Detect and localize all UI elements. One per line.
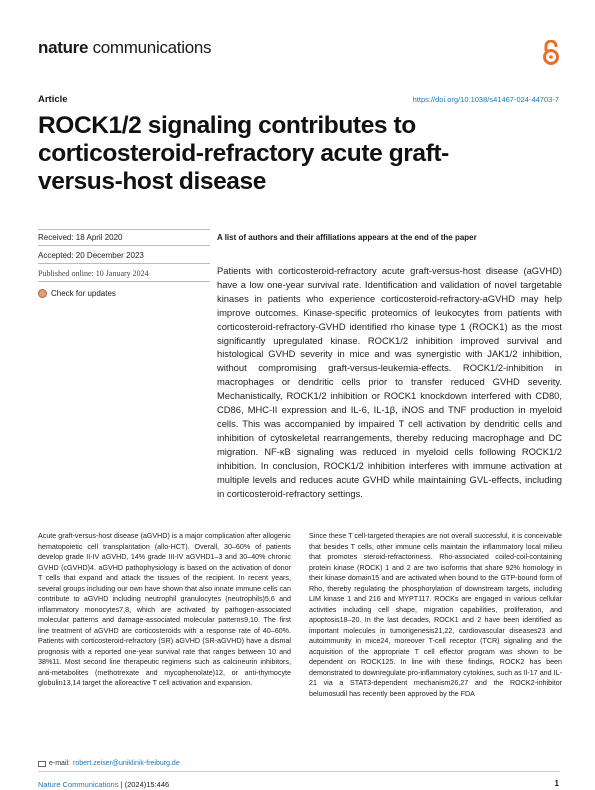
email-label: e-mail: <box>49 760 71 767</box>
authors-note: A list of authors and their affiliations appears at the end of the paper <box>217 233 477 242</box>
body-column-right: Since these T cell-targeted therapies are not overall successful, it is conceivable that besides T cells, other immune cells maintain the inflammatory local milieu that promotes steroid-refractoriness. Rho-associated coiled-coil-containing protein kinase (ROCK) 1 and 2 are two isoforms that share 92% homology in their kinase domain15 and are activated when bound to the GTP-bound form of Rho, thereby regulating the phosphorylation of downstream targets, including LIM kinase 1 and 216 and MYPT117. ROCKs are engaged in various cellular activities including cell shape, migration capabilities, proliferation, and apoptosis18–20. In the last decades, ROCK1 and 2 have been identified as important molecules in tumorigenesis21,22, cardiovascular diseases23 and autoimmunity in mice24, moreover T-cell receptor (TCR) signaling and the acquisition of the appropriate T cell effector program was shown to be dependent on ROCK125. In line with these findings, ROCK2 has been demonstrated to downregulate pro-inflammatory cytokines, such as Il-17 and IL-21 via a STAT3-dependent mechanism26,27 and the ROCK2-inhibitor belumosudil has recently been approved by the FDA <box>309 532 562 698</box>
footer-citation <box>38 780 169 789</box>
journal-name: nature communications <box>38 38 212 57</box>
doi-link[interactable]: https://doi.org/10.1038/s41467-024-44703-7 <box>412 95 559 104</box>
page-number: 1 <box>554 779 559 788</box>
accepted-date: Accepted: 20 December 2023 <box>38 251 144 260</box>
divider <box>38 229 210 230</box>
divider <box>38 245 210 246</box>
body-column-left: Acute graft-versus-host disease (aGVHD) is a major complication after allogenic hematopoietic cell transplantation (allo-HCT). Overall, 30–60% of patients develop grade II-IV aGVHD, 14% grade III-IV aGVHD1–3 and 30–40% chronic GVHD (cGVHD)4. aGVHD pathophysiology is based on the activation of donor T cells that expand and attack the tissues of the recipient. In recent years, several groups including our own have shown that also innate immune cells can contribute to aGVHD including neutrophil granulocytes (neutrophils)5,6 and inflammatory monocytes7,8, which are activated by pathogen-associated molecular patterns and damage-associated molecular patterns9,10. The first line treatment of aGVHD are corticosteroids with a response rate of 40–60%. Patients with corticosteroid-refractory (SR) aGVHD (SR-aGVHD) have a dismal prognosis with a reported one-year survival rate that ranges between 10 and 38%11. Most second line therapeutic regimens such as calcineurin inhibitors, anti-metabolites (methotrexate and mycophenolate)12, or anti-thymocyte globulin13,14 target the alloreactive T cell activation and expansion. <box>38 532 291 687</box>
footer-divider <box>38 771 560 772</box>
divider <box>38 263 210 264</box>
footer-journal[interactable]: Nature Communications <box>38 780 119 789</box>
abstract: Patients with corticosteroid-refractory acute graft-versus-host disease (aGVHD) have a low one-year survival rate. Identification and validation of novel targetable kinases in patients who experience corticosteroid-refractory-aGVHD may help improve outcomes. Kinase-specific proteomics of leukocytes from patients with corticosteroid-refractory-GVHD identified rho kinase type 1 (ROCK1) as the most significantly upregulated kinase. ROCK1/2 inhibition improved survival and histological GVHD severity in mice and was synergistic with JAK1/2 inhibition, without compromising graft-versus-leukemia-effects. ROCK1/2-inhibition in macrophages or dendritic cells prior to transfer reduced GVHD severity. Mechanistically, ROCK1/2 inhibition or ROCK1 knockdown interfered with CD80, CD86, MHC-II expression and IL-6, IL-1β, iNOS and TNF production in myeloid cells. This was accompanied by impaired T cell activation by dendritic cells and inhibition of cytoskeletal rearrangements, thereby reducing macrophage and DC migration. NF-κB signaling was reduced in myeloid cells following ROCK1/2 inhibition. In conclusion, ROCK1/2 inhibition interferes with immune activation at multiple levels and reduces acute GVHD while maintaining GVL-effects, including in corticosteroid-refractory settings. <box>217 265 562 499</box>
open-access-lock-icon <box>541 40 561 66</box>
received-date: Received: 18 April 2020 <box>38 233 123 242</box>
email-icon <box>38 761 46 767</box>
divider <box>38 281 210 282</box>
check-updates-icon <box>38 289 47 298</box>
email-link[interactable]: robert.zeiser@uniklinik-freiburg.de <box>73 760 180 767</box>
published-date: Published online: 10 January 2024 <box>38 269 149 278</box>
article-type: Article <box>38 94 68 105</box>
correspondence <box>38 760 180 767</box>
check-updates-button[interactable] <box>38 289 116 298</box>
check-updates-label: Check for updates <box>51 289 116 298</box>
footer-volume: | (2024)15:446 <box>118 780 170 789</box>
article-title: ROCK1/2 signaling contributes to corticosteroid-refractory acute graft-versus-host disease <box>38 112 449 195</box>
